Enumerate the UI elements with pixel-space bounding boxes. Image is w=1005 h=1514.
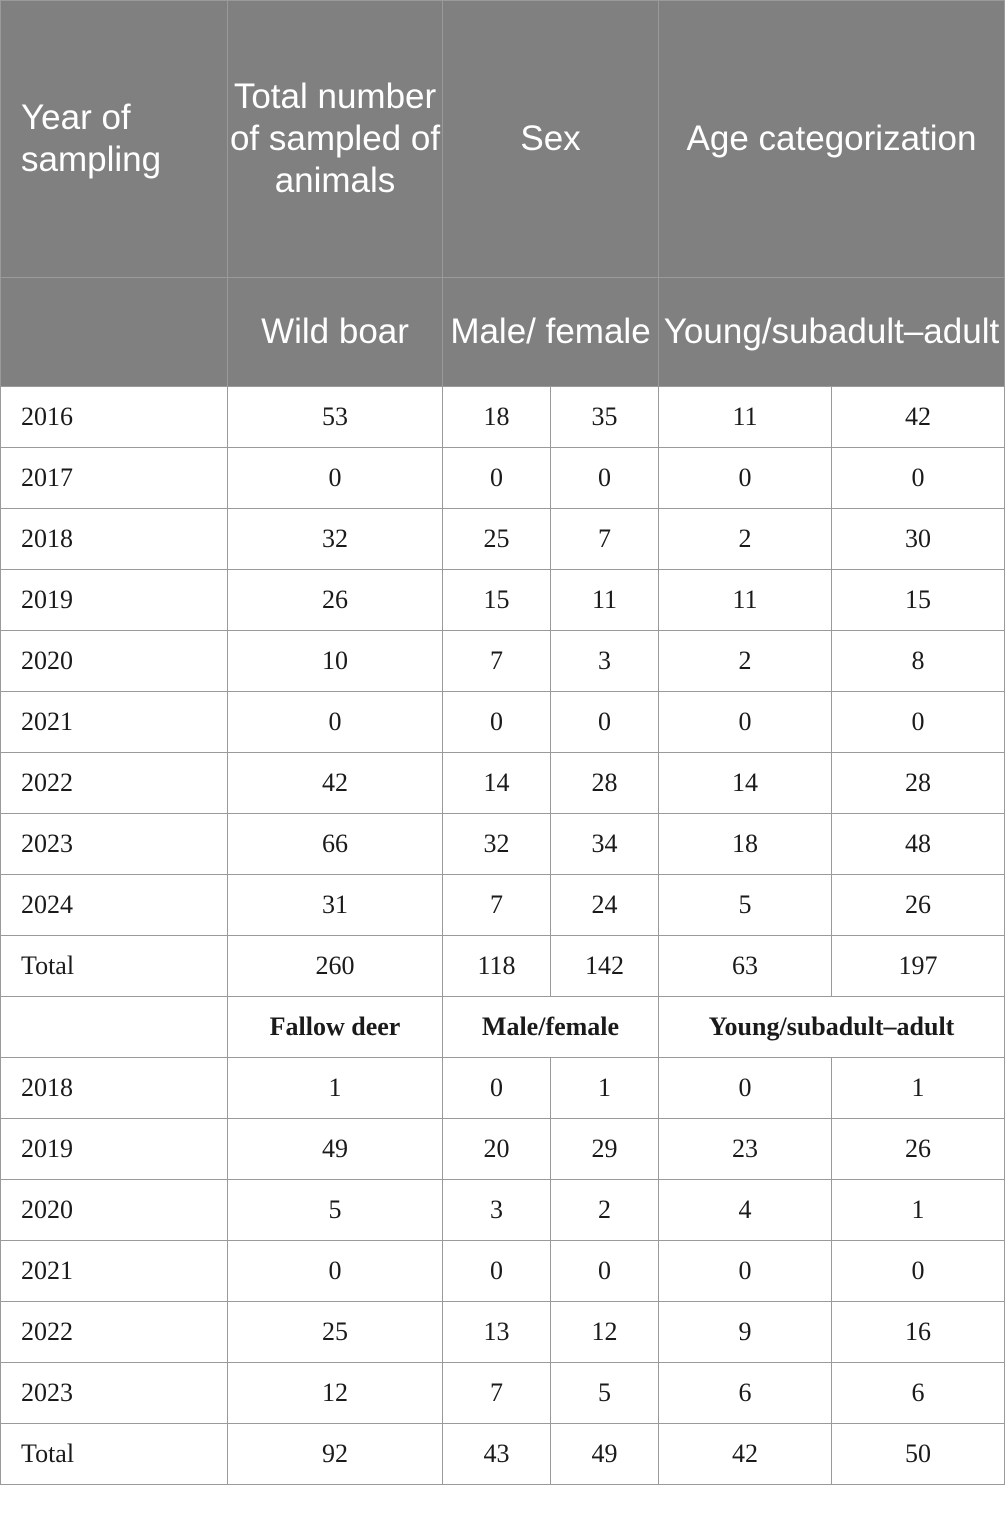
value-cell: 1: [551, 1058, 659, 1119]
value-cell: 25: [228, 1302, 443, 1363]
year-cell: Total: [1, 936, 228, 997]
table-row: [1, 1424, 1005, 1485]
value-cell: 92: [228, 1424, 443, 1485]
value-cell: 26: [832, 875, 1005, 936]
value-cell: 3: [551, 631, 659, 692]
value-cell: 7: [443, 875, 551, 936]
year-cell: 2023: [1, 1363, 228, 1424]
year-cell: 2023: [1, 814, 228, 875]
value-cell: 5: [228, 1180, 443, 1241]
value-cell: 14: [659, 753, 832, 814]
value-cell: 0: [551, 1241, 659, 1302]
value-cell: 4: [659, 1180, 832, 1241]
value-cell: 28: [551, 753, 659, 814]
subheader-fallow-deer: Fallow deer: [228, 997, 443, 1058]
value-cell: 6: [659, 1363, 832, 1424]
value-cell: 0: [443, 692, 551, 753]
year-cell: 2018: [1, 509, 228, 570]
value-cell: 49: [228, 1119, 443, 1180]
value-cell: 2: [659, 631, 832, 692]
header-age: Age categorization: [659, 1, 1005, 278]
value-cell: 1: [832, 1180, 1005, 1241]
year-cell: 2020: [1, 1180, 228, 1241]
year-cell: 2017: [1, 448, 228, 509]
value-cell: 1: [228, 1058, 443, 1119]
value-cell: 0: [228, 1241, 443, 1302]
value-cell: 0: [659, 1241, 832, 1302]
value-cell: 25: [443, 509, 551, 570]
value-cell: 31: [228, 875, 443, 936]
value-cell: 0: [659, 448, 832, 509]
value-cell: 34: [551, 814, 659, 875]
value-cell: 26: [832, 1119, 1005, 1180]
value-cell: 2: [551, 1180, 659, 1241]
table-row: [1, 1363, 1005, 1424]
year-cell: 2022: [1, 1302, 228, 1363]
table-row: [1, 1180, 1005, 1241]
value-cell: 0: [832, 1241, 1005, 1302]
value-cell: 20: [443, 1119, 551, 1180]
value-cell: 28: [832, 753, 1005, 814]
value-cell: 7: [443, 1363, 551, 1424]
value-cell: 29: [551, 1119, 659, 1180]
table-row: [1, 1302, 1005, 1363]
value-cell: 0: [228, 692, 443, 753]
year-cell: 2016: [1, 387, 228, 448]
year-cell: 2019: [1, 1119, 228, 1180]
year-cell: 2019: [1, 570, 228, 631]
value-cell: 32: [443, 814, 551, 875]
value-cell: 7: [443, 631, 551, 692]
value-cell: 30: [832, 509, 1005, 570]
value-cell: 24: [551, 875, 659, 936]
value-cell: 260: [228, 936, 443, 997]
value-cell: 6: [832, 1363, 1005, 1424]
value-cell: 42: [659, 1424, 832, 1485]
header-wild-boar: Wild boar: [228, 278, 443, 387]
value-cell: 10: [228, 631, 443, 692]
table-row: [1, 875, 1005, 936]
value-cell: 0: [832, 448, 1005, 509]
table-row: [1, 1241, 1005, 1302]
value-cell: 48: [832, 814, 1005, 875]
year-cell: 2021: [1, 1241, 228, 1302]
value-cell: 49: [551, 1424, 659, 1485]
value-cell: 15: [443, 570, 551, 631]
value-cell: 14: [443, 753, 551, 814]
value-cell: 11: [659, 387, 832, 448]
value-cell: 118: [443, 936, 551, 997]
value-cell: 13: [443, 1302, 551, 1363]
header-sex-sub: Male/ female: [443, 278, 659, 387]
value-cell: 63: [659, 936, 832, 997]
value-cell: 0: [832, 692, 1005, 753]
value-cell: 16: [832, 1302, 1005, 1363]
value-cell: 197: [832, 936, 1005, 997]
value-cell: 32: [228, 509, 443, 570]
value-cell: 5: [551, 1363, 659, 1424]
table-row: [1, 692, 1005, 753]
value-cell: 2: [659, 509, 832, 570]
table-row: [1, 570, 1005, 631]
value-cell: 18: [659, 814, 832, 875]
subheader-age: Young/subadult–adult: [659, 997, 1005, 1058]
table-row: [1, 387, 1005, 448]
value-cell: 66: [228, 814, 443, 875]
value-cell: 53: [228, 387, 443, 448]
value-cell: 0: [551, 692, 659, 753]
value-cell: 18: [443, 387, 551, 448]
value-cell: 0: [443, 448, 551, 509]
table-row: [1, 1058, 1005, 1119]
year-cell: Total: [1, 1424, 228, 1485]
table-row: [1, 1119, 1005, 1180]
value-cell: 142: [551, 936, 659, 997]
header-total: Total number of sampled of animals: [228, 1, 443, 278]
subheader-sex: Male/female: [443, 997, 659, 1058]
value-cell: 42: [832, 387, 1005, 448]
value-cell: 5: [659, 875, 832, 936]
table-row: [1, 753, 1005, 814]
year-cell: 2021: [1, 692, 228, 753]
subheader-empty: [1, 997, 228, 1058]
value-cell: 0: [443, 1241, 551, 1302]
value-cell: 23: [659, 1119, 832, 1180]
value-cell: 11: [551, 570, 659, 631]
value-cell: 15: [832, 570, 1005, 631]
header-age-sub: Young/subadult–adult: [659, 278, 1005, 387]
header-empty: [1, 278, 228, 387]
table-row: [1, 814, 1005, 875]
value-cell: 7: [551, 509, 659, 570]
table-row: [1, 448, 1005, 509]
table-row: [1, 509, 1005, 570]
header-sex: Sex: [443, 1, 659, 278]
year-cell: 2018: [1, 1058, 228, 1119]
value-cell: 42: [228, 753, 443, 814]
value-cell: 26: [228, 570, 443, 631]
value-cell: 11: [659, 570, 832, 631]
value-cell: 0: [443, 1058, 551, 1119]
year-cell: 2024: [1, 875, 228, 936]
value-cell: 0: [551, 448, 659, 509]
value-cell: 0: [659, 1058, 832, 1119]
table-row: [1, 631, 1005, 692]
value-cell: 3: [443, 1180, 551, 1241]
value-cell: 0: [659, 692, 832, 753]
value-cell: 1: [832, 1058, 1005, 1119]
table-row: [1, 936, 1005, 997]
header-year: Year of sampling: [1, 1, 228, 278]
year-cell: 2020: [1, 631, 228, 692]
value-cell: 9: [659, 1302, 832, 1363]
year-cell: 2022: [1, 753, 228, 814]
value-cell: 12: [228, 1363, 443, 1424]
value-cell: 8: [832, 631, 1005, 692]
value-cell: 43: [443, 1424, 551, 1485]
value-cell: 0: [228, 448, 443, 509]
value-cell: 50: [832, 1424, 1005, 1485]
fallow-deer-subheader: [1, 997, 1005, 1058]
table-body: [1, 387, 1005, 1485]
value-cell: 12: [551, 1302, 659, 1363]
value-cell: 35: [551, 387, 659, 448]
